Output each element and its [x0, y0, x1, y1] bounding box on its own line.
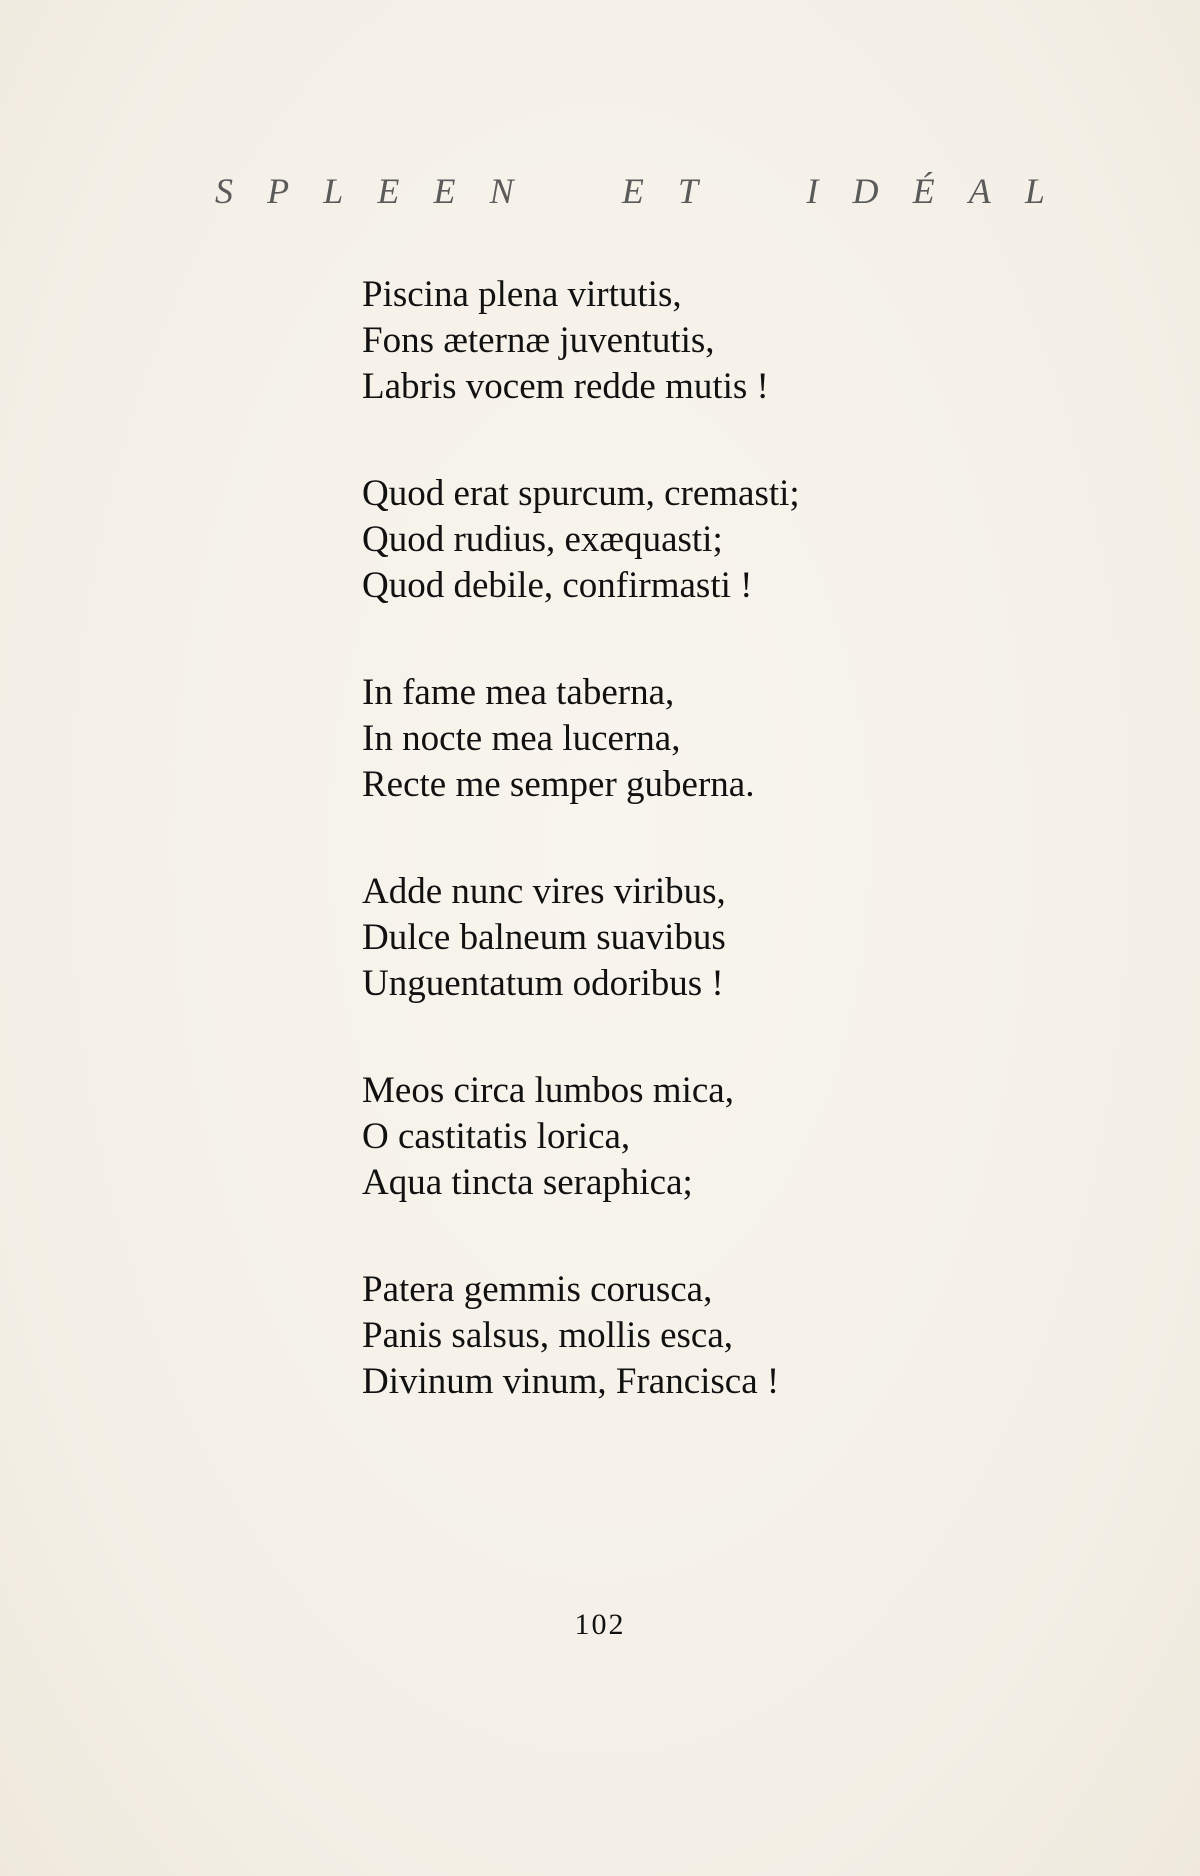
running-head-word-gap	[732, 170, 772, 212]
verse-line: Aqua tincta seraphica;	[362, 1162, 693, 1203]
stanza	[362, 272, 962, 410]
running-head	[215, 170, 1045, 212]
verse-line: Quod rudius, exæquasti;	[362, 519, 723, 560]
page-number: 102	[574, 1608, 626, 1641]
running-head-letter: É	[912, 171, 935, 211]
verse-line: Meos circa lumbos mica,	[362, 1070, 734, 1111]
running-head-letter: E	[621, 171, 644, 211]
verse-line: Patera gemmis corusca,	[362, 1269, 713, 1310]
verse-line: Divinum vinum, Francisca !	[362, 1361, 780, 1402]
running-head-letter: S	[215, 171, 233, 211]
verse-line: O castitatis lorica,	[362, 1116, 631, 1157]
running-head-letter: L	[1024, 171, 1045, 211]
verse-line: Quod debile, confirmasti !	[362, 565, 753, 606]
poem-body	[362, 272, 962, 1466]
running-head-letter: D	[852, 171, 879, 211]
stanza	[362, 670, 962, 808]
verse-line: Quod erat spurcum, cremasti;	[362, 473, 800, 514]
stanza	[362, 869, 962, 1007]
running-head-letter: A	[968, 171, 991, 211]
verse-line: In fame mea taberna,	[362, 672, 675, 713]
verse-line: Panis salsus, mollis esca,	[362, 1315, 734, 1356]
stanza	[362, 1068, 962, 1206]
running-head-letter: I	[806, 171, 819, 211]
running-head-letter: L	[323, 171, 344, 211]
verse-line: In nocte mea lucerna,	[362, 718, 681, 759]
verse-line: Dulce balneum suavibus	[362, 917, 726, 958]
verse-line: Unguentatum odoribus !	[362, 963, 724, 1004]
verse-line: Adde nunc vires viribus,	[362, 871, 726, 912]
verse-line: Piscina plena virtutis,	[362, 274, 682, 315]
stanza	[362, 471, 962, 609]
running-head-word-gap	[548, 170, 588, 212]
verse-line: Labris vocem redde mutis !	[362, 366, 769, 407]
running-head-letter: E	[433, 171, 456, 211]
verse-line: Fons æternæ juventutis,	[362, 320, 715, 361]
stanza	[362, 1267, 962, 1405]
running-head-letter: T	[678, 171, 699, 211]
running-head-letter: E	[377, 171, 400, 211]
verse-line: Recte me semper guberna.	[362, 764, 755, 805]
running-head-letter: P	[267, 171, 290, 211]
running-head-letter: N	[489, 171, 514, 211]
